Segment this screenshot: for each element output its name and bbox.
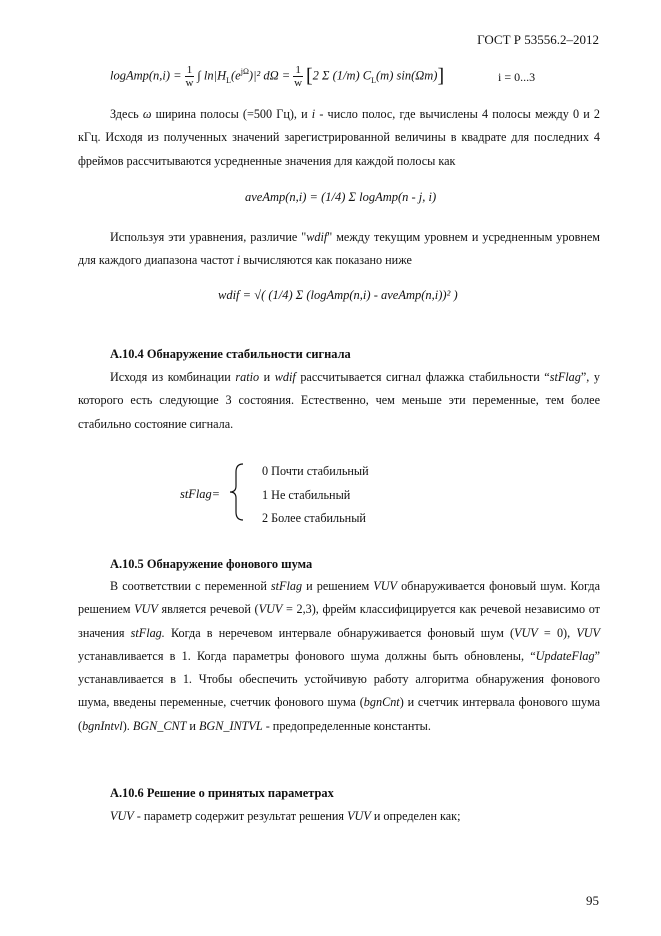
equation-ave-amp: aveAmp(n,i) = (1/4) Σ logAmp(n - j, i) bbox=[245, 190, 437, 204]
eq1-tail: (m) sin(Ωm) bbox=[376, 68, 438, 83]
eq1-frac2: $\frac{1}{w}$ bbox=[294, 64, 303, 89]
equation-log-amp: logAmp(n,i) = $\frac{1}{w}$ ∫ $\ln|H_L(e^{j\Omega})|^2$ dΩ = $\frac{1}{w}$ [2 Σ (1/m) $C_L(m)$ sin(Ωm)] bbox=[110, 64, 445, 89]
eq1-range: i = 0...3 bbox=[498, 70, 536, 84]
paragraph-vuv: VUV - параметр содержит результат решения VUV и определен как; bbox=[110, 809, 461, 823]
stflag-label: stFlag= bbox=[180, 487, 221, 501]
paragraph-bandwidth: Здесь ω ширина полосы (=500 Гц), и i - число полос, где вычислены 4 полосы между 0 и 2 кГц. Исходя из полученных значений зарегистрированной величины в квадрате для последних 4 фреймов рассчитываются усредненные значения для каждой полосы как bbox=[78, 107, 600, 168]
page-number: 95 bbox=[586, 893, 599, 908]
eq1-frac: $\frac{1}{w}$ bbox=[185, 64, 194, 89]
eq1-left: logAmp(n,i) = bbox=[110, 68, 182, 83]
document-header: ГОСТ Р 53556.2–2012 bbox=[477, 32, 599, 47]
equation-wdif: wdif = √( (1/4) Σ (logAmp(n,i) - aveAmp(n,i))² ) bbox=[218, 288, 458, 302]
eq1-mid: )|² dΩ = bbox=[248, 68, 291, 83]
eq1-exp: (e bbox=[231, 68, 241, 83]
stflag-state-0: 0 Почти стабильный bbox=[262, 464, 369, 478]
stflag-state-2: 2 Более стабильный bbox=[262, 511, 366, 525]
section-title-parameters: А.10.6 Решение о принятых параметрах bbox=[110, 786, 334, 800]
paragraph-background-noise: В соответствии с переменной stFlag и решением VUV обнаруживается фоновый шум. Когда решением VUV является речевой (VUV = 2,3), фрейм классифицируется как речевой независимо от значения stFlag. Когда в неречевом интервале обнаруживается фоновый шум (VUV = 0), VUV устанавливается в 1. Когда параметры фонового шума должны быть обновлены, “UpdateFlag” устанавливается в 1. Чтобы обеспечить устойчивую работу алгоритма обнаружения фонового шума, введены переменные, счетчик фонового шума (bgnCnt) и счетчик интервала фонового шума (bgnIntvl). BGN_CNT и BGN_INTVL - предопределенные константы. bbox=[78, 579, 601, 733]
eq1-sub: L bbox=[226, 75, 232, 85]
eq1-integral: ∫ ln|H bbox=[197, 68, 227, 83]
stflag-state-1: 1 Не стабильный bbox=[262, 488, 351, 502]
paragraph-wdif: Используя эти уравнения, различие "wdif" между текущим уровнем и усредненным уровнем для каждого диапазона частот i вычисляются как показано ниже bbox=[78, 230, 600, 268]
brace-icon bbox=[227, 462, 247, 522]
section-title-stability: А.10.4 Обнаружение стабильности сигнала bbox=[110, 347, 351, 361]
eq1-sum: 2 Σ (1/m) C bbox=[312, 68, 372, 83]
section-title-background-noise: А.10.5 Обнаружение фонового шума bbox=[110, 557, 313, 571]
omega-symbol: ω bbox=[142, 107, 152, 121]
paragraph-stability: Исходя из комбинации ratio и wdif рассчитывается сигнал флажка стабильности “stFlag”, у которого есть следующие 3 состояния. Естественно, чем меньше эти переменные, тем более стабильно состояние сигнала. bbox=[78, 370, 600, 431]
